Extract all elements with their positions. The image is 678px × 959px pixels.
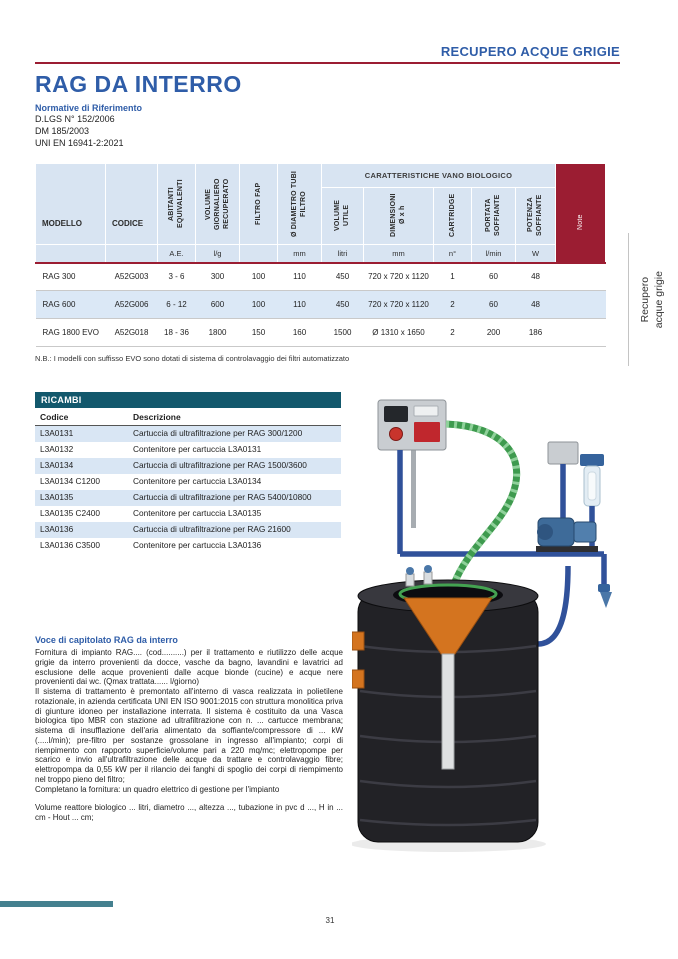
table-row — [36, 319, 606, 347]
table-cell: 110 — [278, 291, 322, 319]
list-item — [35, 538, 341, 554]
col-header-cartridge: CARTRIDGE — [434, 188, 472, 245]
table-cell: 3 - 6 — [158, 263, 196, 291]
col-header-filtro-fap: FILTRO FAP — [240, 164, 278, 245]
table-cell: 48 — [516, 291, 556, 319]
capitolato-title: Voce di capitolato RAG da interro — [35, 635, 178, 645]
col-header-portata-soffiante: PORTATA SOFFIANTE — [472, 188, 516, 245]
table-cell: Ø 1310 x 1650 — [364, 319, 434, 347]
table-cell: 720 x 720 x 1120 — [364, 263, 434, 291]
col-header-volume-giornaliero: VOLUME GIORNALIERO RECUPERATO — [196, 164, 240, 245]
table-row — [36, 263, 606, 291]
normative-item: DM 185/2003 — [35, 125, 90, 136]
list-item — [35, 426, 341, 442]
capitolato-paragraph: Il sistema di trattamento è premontato all'interno di vasca realizzata in polietilene rotazionale, in azienda certificata UNI EN ISO 9001:2015 con struttura monolitica priva di giunture idoneo per installazione interrata. Il sistema è costituito da una Vasca biologica tipo MBR con stazione ad ultrafiltrazione con n. ... cartucce membrana; sistema di insufflazione dell'aria alimentato da soffiante/compressore di ... kW (.....l/min); pre-filtro per sostanze grossolane in ingresso all'impianto; corpi di riempimento con rapporto superficie/volume pari a 220 mq/mc; elettropompe per scarico e invio all'ultrafiltrazione delle acque da trattare e controlavaggio fibre; elettropompa da 0,55 kW per il rilancio dei fanghi di spoglio dei corpi di riempimento nel troppo pieno del filtro; — [35, 687, 343, 784]
cell-note — [556, 319, 606, 347]
spare-code: L3A0136 C3500 — [35, 538, 128, 554]
cell-modello: RAG 300 — [36, 263, 106, 291]
capitolato-section — [35, 635, 343, 823]
table-cell: 2 — [434, 319, 472, 347]
unit-cell: litri — [322, 245, 364, 263]
table-cell: 18 - 36 — [158, 319, 196, 347]
cell-codice: A52G006 — [106, 291, 158, 319]
unit-cell: l/min — [472, 245, 516, 263]
col-header-diametro-tubi: Ø DIAMETRO TUBI FILTRO — [278, 164, 322, 245]
table-cell: 450 — [322, 291, 364, 319]
table-cell: 1800 — [196, 319, 240, 347]
col-header-abitanti: ABITANTI EQUIVALENTI — [158, 164, 196, 245]
unit-cell: mm — [364, 245, 434, 263]
pump-icon — [536, 518, 598, 552]
group-header-vano-biologico: CARATTERISTICHE VANO BIOLOGICO — [322, 164, 556, 188]
normative-item: D.LGS N° 152/2006 — [35, 114, 115, 124]
unit-cell — [106, 245, 158, 263]
cell-modello: RAG 1800 EVO — [36, 319, 106, 347]
ricambi-section — [35, 392, 341, 554]
col-header-note: Note — [556, 164, 606, 263]
col-header-dimensioni: DIMENSIONI Ø x h — [364, 188, 434, 245]
header-rule — [35, 62, 620, 64]
tank-icon — [352, 565, 546, 852]
ricambi-table — [35, 409, 341, 554]
normative-item: UNI EN 16941-2:2021 — [35, 137, 124, 148]
capitolato-paragraph: Completano la fornitura: un quadro elettrico di gestione per l'impianto — [35, 784, 280, 794]
col-header-codice: CODICE — [106, 164, 158, 245]
section-header: RECUPERO ACQUE GRIGIE — [440, 44, 620, 59]
list-item — [35, 458, 341, 474]
normative-list — [35, 114, 124, 150]
cell-note — [556, 263, 606, 291]
tap-icon — [598, 584, 612, 608]
unit-cell: n° — [434, 245, 472, 263]
table-cell: 1500 — [322, 319, 364, 347]
unit-cell: A.E. — [158, 245, 196, 263]
table-cell: 450 — [322, 263, 364, 291]
spare-code: L3A0134 C1200 — [35, 474, 128, 490]
list-item — [35, 490, 341, 506]
spare-desc: Cartuccia di ultrafiltrazione per RAG 21600 — [128, 522, 341, 538]
normative-title: Normative di Riferimento — [35, 103, 143, 113]
cell-codice: A52G018 — [106, 319, 158, 347]
table-cell: 100 — [240, 263, 278, 291]
list-item — [35, 474, 341, 490]
green-hose — [446, 424, 517, 584]
list-item — [35, 442, 341, 458]
col-header-volume-utile: VOLUME UTILE — [322, 188, 364, 245]
spare-code: L3A0135 C2400 — [35, 506, 128, 522]
filter-cartridge-icon — [580, 454, 604, 506]
page-number: 31 — [325, 916, 335, 925]
spare-code: L3A0135 — [35, 490, 128, 506]
table-cell: 200 — [472, 319, 516, 347]
col-header-potenza-soffiante: POTENZA SOFFIANTE — [516, 188, 556, 245]
table-cell: 720 x 720 x 1120 — [364, 291, 434, 319]
spare-code: L3A0132 — [35, 442, 128, 458]
col-header-modello: MODELLO — [36, 164, 106, 245]
table-cell: 160 — [278, 319, 322, 347]
cell-modello: RAG 600 — [36, 291, 106, 319]
panel-pole — [411, 448, 416, 528]
margin-tab — [629, 233, 676, 366]
ricambi-col-descrizione: Descrizione — [128, 409, 341, 426]
table-cell: 600 — [196, 291, 240, 319]
table-cell: 2 — [434, 291, 472, 319]
spare-desc: Cartuccia di ultrafiltrazione per RAG 300/1200 — [128, 426, 341, 442]
spare-code: L3A0131 — [35, 426, 128, 442]
table-cell: 110 — [278, 263, 322, 291]
table-cell: 186 — [516, 319, 556, 347]
product-table-section — [35, 163, 605, 363]
table-row — [36, 291, 606, 319]
margin-tab-text: Recupero acque grigie — [638, 270, 665, 329]
ricambi-col-codice: Codice — [35, 409, 128, 426]
spare-desc: Contenitore per cartuccia L3A0136 — [128, 538, 341, 554]
footer-bar — [0, 901, 113, 907]
spare-code: L3A0134 — [35, 458, 128, 474]
unit-cell: l/g — [196, 245, 240, 263]
spare-desc: Contenitore per cartuccia L3A0134 — [128, 474, 341, 490]
table-cell: 48 — [516, 263, 556, 291]
cell-codice: A52G003 — [106, 263, 158, 291]
table-cell: 150 — [240, 319, 278, 347]
list-item — [35, 506, 341, 522]
spare-desc: Contenitore per cartuccia L3A0131 — [128, 442, 341, 458]
list-item — [35, 522, 341, 538]
spare-desc: Contenitore per cartuccia L3A0135 — [128, 506, 341, 522]
unit-cell: W — [516, 245, 556, 263]
spare-desc: Cartuccia di ultrafiltrazione per RAG 5400/10800 — [128, 490, 341, 506]
table-cell: 60 — [472, 291, 516, 319]
product-image — [352, 396, 624, 861]
table-cell: 60 — [472, 263, 516, 291]
spare-desc: Cartuccia di ultrafiltrazione per RAG 1500/3600 — [128, 458, 341, 474]
table-cell: 1 — [434, 263, 472, 291]
unit-cell: mm — [278, 245, 322, 263]
product-table — [35, 163, 606, 347]
table-cell: 6 - 12 — [158, 291, 196, 319]
ricambi-title: RICAMBI — [35, 392, 341, 408]
table-footnote: N.B.: I modelli con suffisso EVO sono dotati di sistema di controlavaggio dei filtri automatizzato — [35, 354, 350, 363]
page-title: RAG DA INTERRO — [35, 71, 242, 97]
capitolato-paragraph: Volume reattore biologico ... litri, diametro ..., altezza ..., tubazione in pvc d ..., H in ... cm - Hout ... cm; — [35, 803, 343, 822]
spare-code: L3A0136 — [35, 522, 128, 538]
unit-cell — [240, 245, 278, 263]
table-cell: 300 — [196, 263, 240, 291]
capitolato-paragraph: Fornitura di impianto RAG.... (cod..........) per il trattamento e riutilizzo delle acque grigie da interro provenienti da docce, vasche da bagno, lavandini e lavatrici ad esclusione delle acque provenienti dalle acque bionde (cucine) e acque nere provenienti dai wc. (Qmax trattata...... l/giorno) — [35, 648, 343, 687]
cell-note — [556, 291, 606, 319]
control-panel-icon — [378, 400, 446, 450]
junction-box-icon — [548, 442, 578, 464]
table-cell: 100 — [240, 291, 278, 319]
unit-cell — [36, 245, 106, 263]
